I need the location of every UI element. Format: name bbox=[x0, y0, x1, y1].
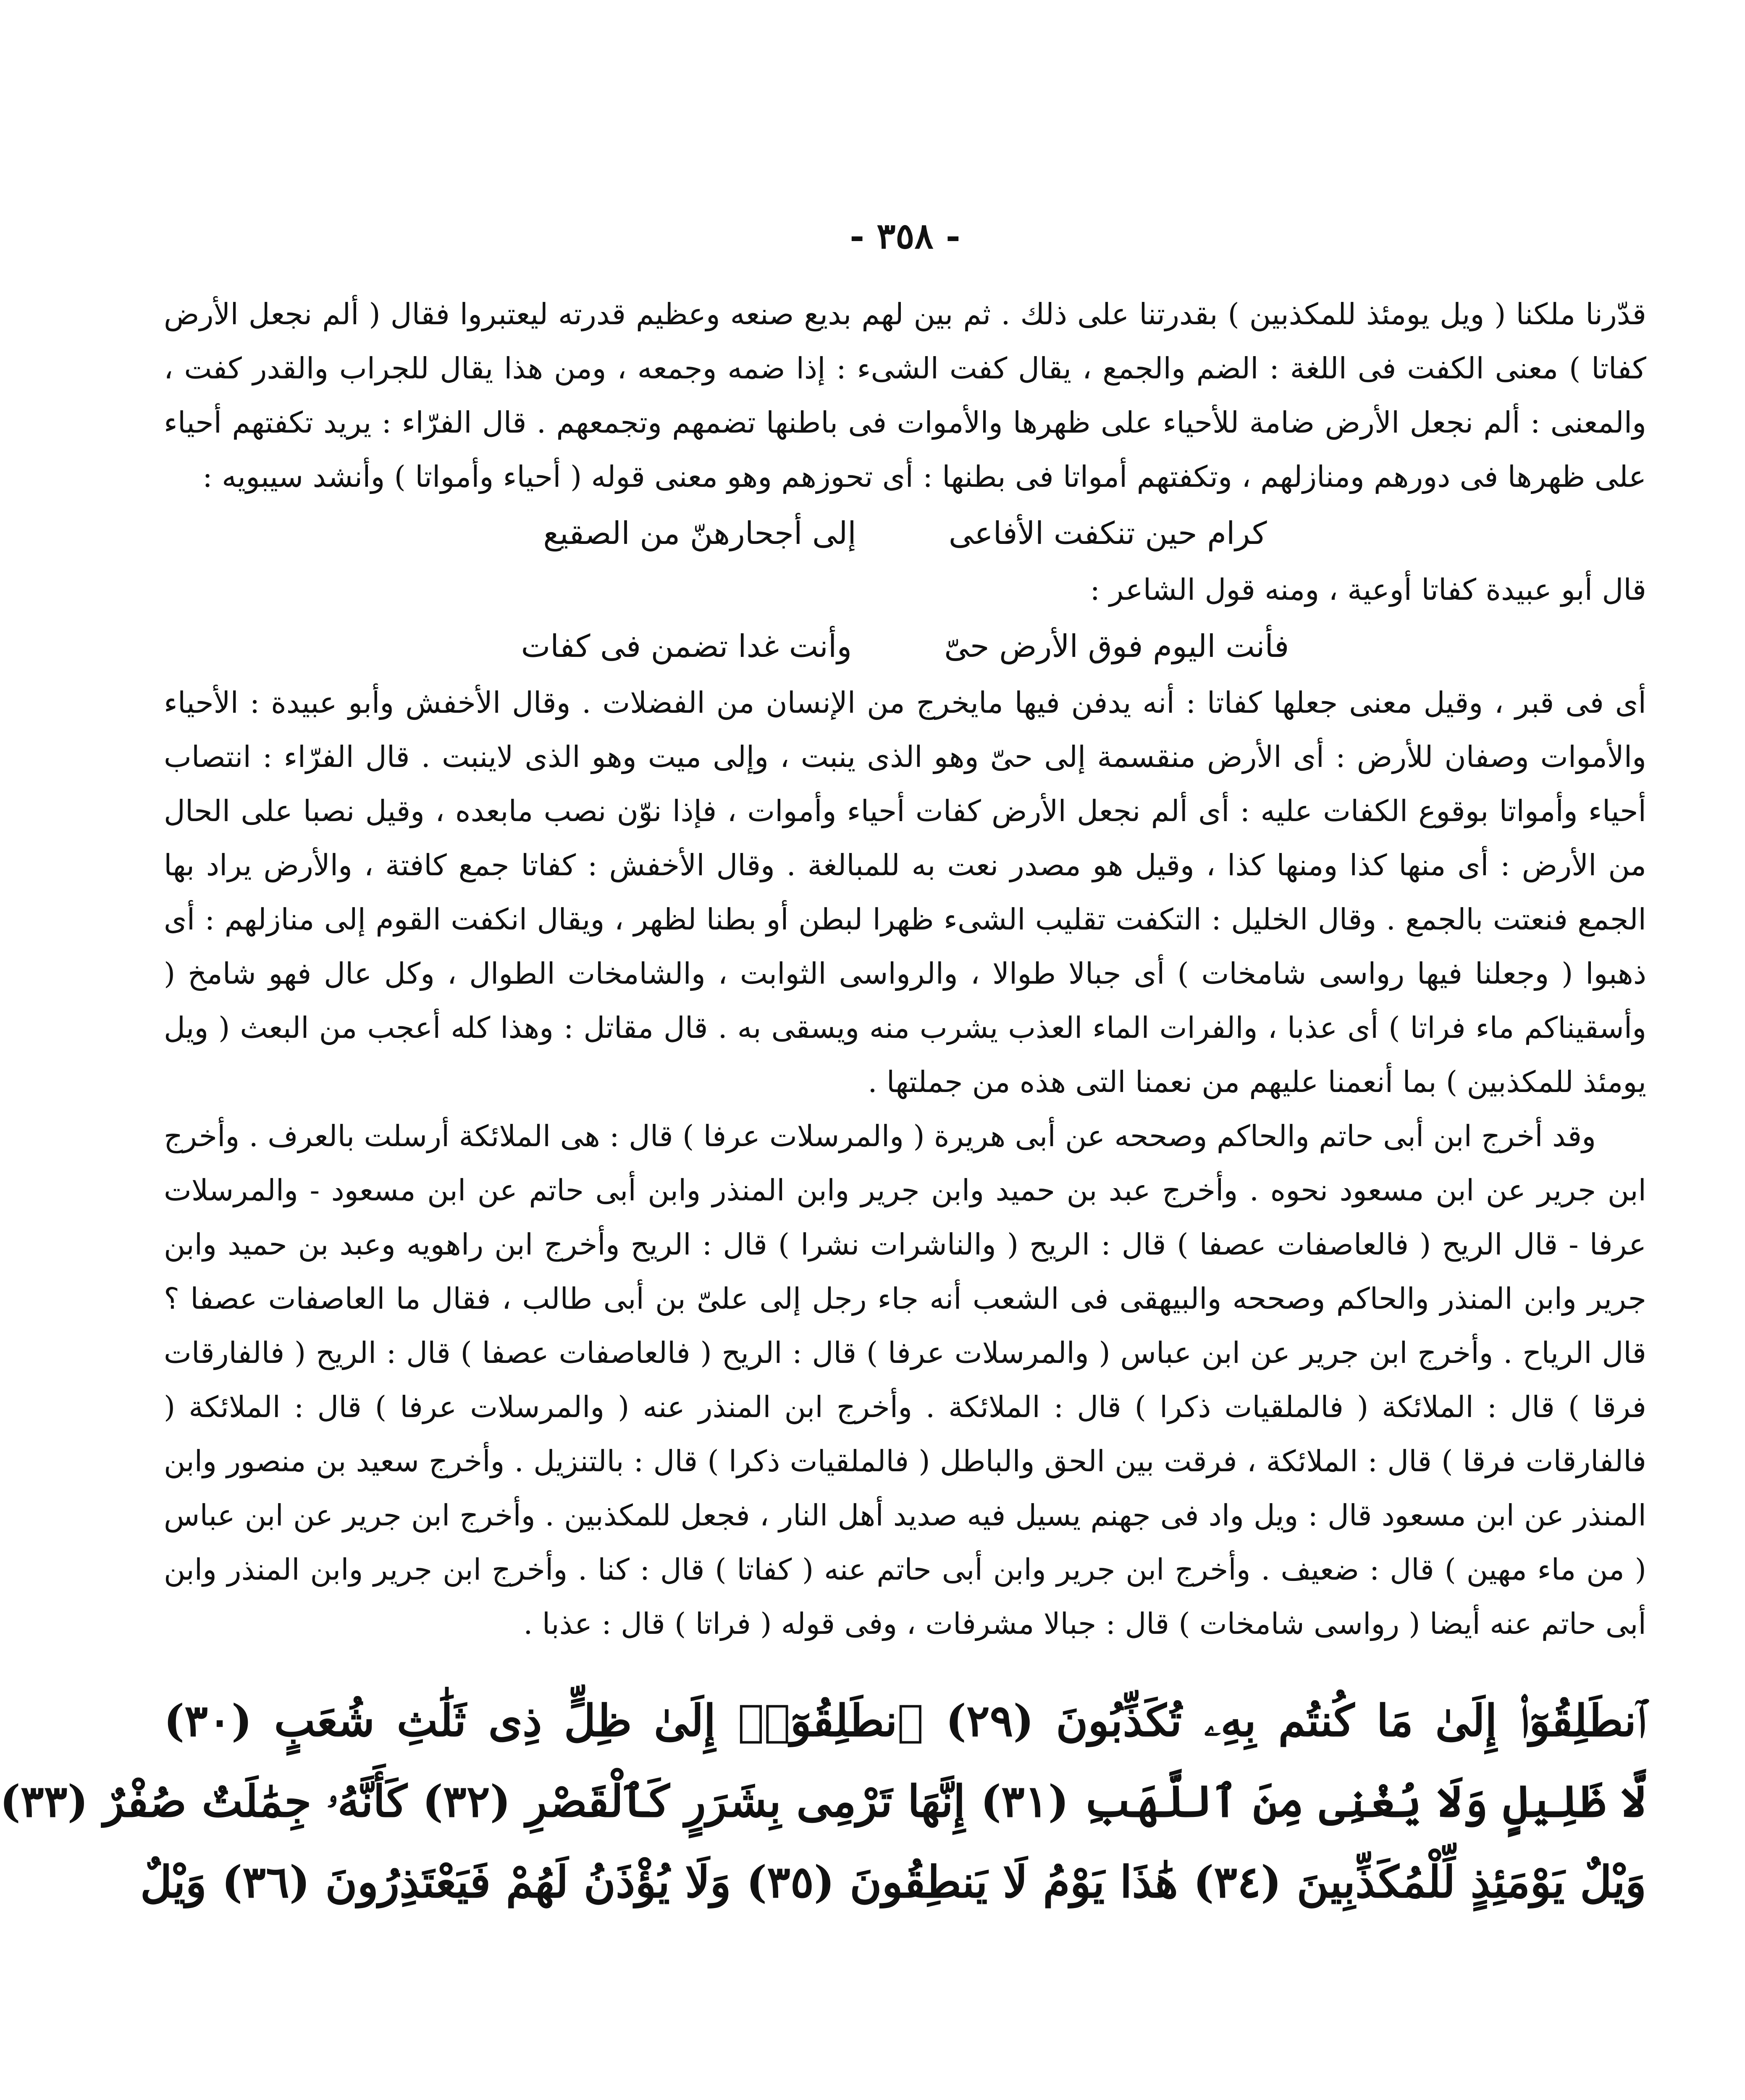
verse-1-first-hemistich: كرام حين تنكفت الأفاعى bbox=[948, 515, 1267, 551]
intro-paragraph: قدّرنا ملكنا ( ويل يومئذ للمكذبين ) بقدرتنا على ذلك . ثم بين لهم بديع صنعه وعظيم قدرته ليعتبروا فقال ( ألم نجعل الأرض كفاتا ) معنى الكفت فى اللغة : الضم والجمع ، يقال كفت الشىء : إذا ضمه وجمعه ، ومن هذا يقال للجراب والقدر كفت ، والمعنى : ألم نجعل الأرض ضامة للأحياء على ظهرها والأموات فى باطنها تضمهم وتجمعهم . قال الفرّاء : يريد تكفتهم أحياء على ظهرها فى دورهم ومنازلهم ، وتكفتهم أمواتا فى بطنها : أى تحوزهم وهو معنى قوله ( أحياء وأمواتا ) وأنشد سيبويه : bbox=[164, 297, 1646, 494]
verse-1-second-hemistich: إلى أجحارهنّ من الصقيع bbox=[543, 515, 856, 551]
poetry-verse-2 bbox=[164, 617, 1646, 676]
page-number: - ٣٥٨ - bbox=[850, 215, 960, 257]
quran-line: ٱنطَلِقُوٓا۟ إِلَىٰ مَا كُنتُم بِهِۦ تُكَذِّبُونَ (٢٩) ٱنطَلِقُوٓا۟ إِلَىٰ ظِلٍّ ذِى ثَلَٰثِ شُعَبٍ (٣٠) bbox=[164, 1695, 1647, 1746]
poetry-verse-1 bbox=[164, 504, 1646, 563]
verse-attribution-paragraph: قال أبو عبيدة كفاتا أوعية ، ومنه قول الشاعر : bbox=[1090, 572, 1646, 607]
verse-2-first-hemistich: فأنت اليوم فوق الأرض حىّ bbox=[944, 628, 1289, 664]
quran-line: لَّا ظَلِيلٍ وَلَا يُغْنِى مِنَ ٱللَّهَبِ (٣١) إِنَّهَا تَرْمِى بِشَرَرٍ كَٱلْقَصْرِ (٣٢) كَأَنَّهُۥ جِمَٰلَتٌ صُفْرٌ (٣٣) bbox=[0, 1775, 1646, 1827]
commentary-paragraph: أى فى قبر ، وقيل معنى جعلها كفاتا : أنه يدفن فيها مايخرج من الإنسان من الفضلات . وقال الأخفش وأبو عبيدة : الأحياء والأموات وصفان للأرض : أى الأرض منقسمة إلى حىّ وهو الذى ينبت ، وإلى ميت وهو الذى لاينبت . قال الفرّاء : انتصاب أحياء وأمواتا بوقوع الكفات عليه : أى ألم نجعل الأرض كفات أحياء وأموات ، فإذا نوّن نصب مابعده ، وقيل نصبا على الحال من الأرض : أى منها كذا ومنها كذا ، وقيل هو مصدر نعت به للمبالغة . وقال الأخفش : كفاتا جمع كافتة ، والأرض يراد بها الجمع فنعتت بالجمع . وقال الخليل : التكفت تقليب الشىء ظهرا لبطن أو بطنا لظهر ، ويقال انكفت القوم إلى منازلهم : أى ذهبوا ( وجعلنا فيها رواسى شامخات ) أى جبالا طوالا ، والرواسى الثوابت ، والشامخات الطوال ، وكل عال فهو شامخ ( وأسقيناكم ماء فراتا ) أى عذبا ، والفرات الماء العذب يشرب منه ويسقى به . قال مقاتل : وهذا كله أعجب من البعث ( ويل يومئذ للمكذبين ) بما أنعمنا عليهم من نعمنا التى هذه من جملتها . bbox=[164, 685, 1646, 1099]
narrations-paragraph: وقد أخرج ابن أبى حاتم والحاكم وصححه عن أبى هريرة ( والمرسلات عرفا ) قال : هى الملائكة أرسلت بالعرف . وأخرج ابن جرير عن ابن مسعود نحوه . وأخرج عبد بن حميد وابن جرير وابن المنذر وابن أبى حاتم عن ابن مسعود - والمرسلات عرفا - قال الريح ( فالعاصفات عصفا ) قال : الريح ( والناشرات نشرا ) قال : الريح وأخرج ابن راهويه وعبد بن حميد وابن جرير وابن المنذر والحاكم وصححه والبيهقى فى الشعب أنه جاء رجل إلى علىّ بن أبى طالب ، فقال ما العاصفات عصفا ؟ قال الرياح . وأخرج ابن جرير عن ابن عباس ( والمرسلات عرفا ) قال : الريح ( فالعاصفات عصفا ) قال : الريح ( فالفارقات فرقا ) قال : الملائكة ( فالملقيات ذكرا ) قال : الملائكة . وأخرج ابن المنذر عنه ( والمرسلات عرفا ) قال : الملائكة ( فالفارقات فرقا ) قال : الملائكة ، فرقت بين الحق والباطل ( فالملقيات ذكرا ) قال : بالتنزيل . وأخرج سعيد بن منصور وابن المنذر عن ابن مسعود قال : ويل واد فى جهنم يسيل فيه صديد أهل النار ، فجعل للمكذبين . وأخرج ابن جرير عن ابن عباس ( من ماء مهين ) قال : ضعيف . وأخرج ابن جرير وابن أبى حاتم عنه ( كفاتا ) قال : كنا . وأخرج ابن جرير وابن المنذر وابن أبى حاتم عنه أيضا ( رواسى شامخات ) قال : جبالا مشرفات ، وفى قوله ( فراتا ) قال : عذبا . bbox=[164, 1119, 1646, 1641]
quran-text-block bbox=[0, 1680, 1647, 1922]
quran-line: وَيْلٌ يَوْمَئِذٍ لِّلْمُكَذِّبِينَ (٣٤) هَٰذَا يَوْمُ لَا يَنطِقُونَ (٣٥) وَلَا يُؤْذَنُ لَهُمْ فَيَعْتَذِرُونَ (٣٦) وَيْلٌ bbox=[140, 1856, 1646, 1908]
document-page bbox=[0, 215, 1647, 2100]
verse-2-second-hemistich: وأنت غدا تضمن فى كفات bbox=[521, 628, 852, 664]
